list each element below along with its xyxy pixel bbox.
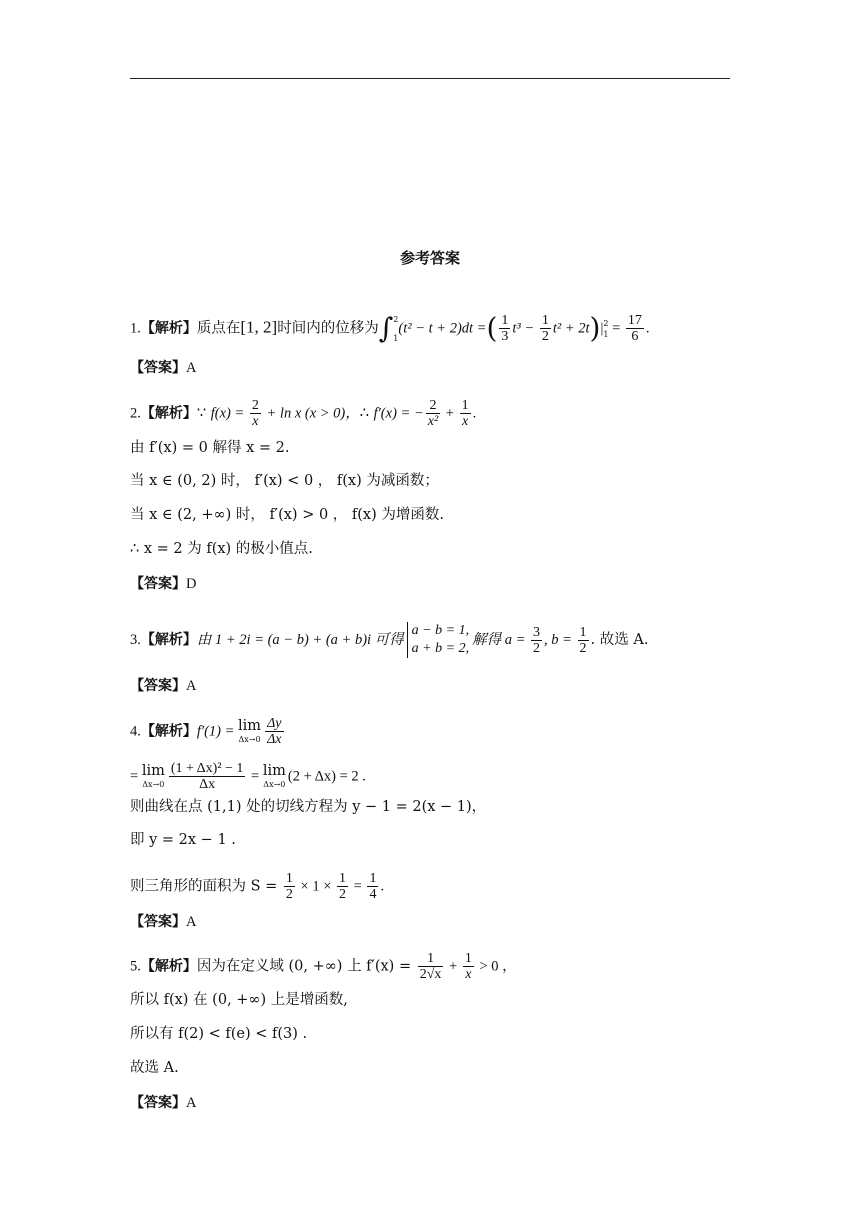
q1-antideriv: t³ −	[512, 320, 538, 337]
eval-lower: 1	[603, 329, 609, 339]
limit-operator	[142, 763, 165, 791]
period: .	[645, 320, 650, 337]
q5-line4: 故选 A.	[130, 1060, 179, 1076]
frac-num: 1	[541, 313, 549, 328]
lim-word: lim	[141, 762, 165, 779]
result-num: 17	[627, 313, 642, 328]
answer-value: A	[186, 1095, 197, 1111]
frac-num: 1	[285, 871, 293, 886]
frac-num: 1	[579, 624, 587, 640]
header-rule	[130, 78, 730, 79]
fp-def: f′(x) = −	[373, 405, 424, 422]
answer-value: A	[186, 678, 197, 694]
frac-num: 2	[251, 398, 259, 413]
lim-sub: Δx→0	[263, 779, 286, 789]
q3-text1: 由 1 + 2i = (a − b) + (a + b)i 可得	[196, 632, 404, 648]
frac-den: 2√x	[419, 967, 442, 982]
q4-number: 4.	[130, 723, 141, 740]
paren-open: (	[486, 311, 498, 345]
frac-quarter	[367, 871, 378, 902]
limit-operator	[238, 718, 261, 746]
q1-antideriv2: t² + 2t	[552, 320, 590, 337]
s-eq: =	[350, 878, 366, 895]
equation-system	[407, 622, 469, 658]
page-title: 参考答案	[399, 249, 460, 267]
q1-intro: 质点在	[196, 320, 241, 337]
plus: +	[445, 958, 461, 975]
q3-answer	[130, 676, 196, 696]
analysis-tag: 【解析】	[140, 632, 197, 648]
frac-den: x	[461, 414, 469, 429]
q3-text3: . 故选 A.	[590, 632, 649, 648]
frac-num: 1	[501, 313, 509, 328]
q5-line2: 所以 f(x) 在 (0, +∞) 上是增函数,	[130, 992, 348, 1008]
frac-num: 1	[369, 871, 377, 886]
frac-b	[578, 625, 589, 656]
eval-bar: |	[600, 320, 604, 337]
analysis-tag: 【解析】	[140, 723, 197, 740]
answer-value: D	[186, 576, 197, 592]
q5-line3: 所以有 f(2) < f(e) < f(3) .	[130, 1026, 308, 1042]
lim-word: lim	[238, 717, 262, 734]
l2-mid: =	[247, 768, 263, 785]
q1-number: 1.	[130, 320, 141, 337]
frac-1-3	[499, 313, 510, 344]
frac-den: x	[465, 967, 472, 982]
analysis-tag: 【解析】	[140, 320, 197, 337]
f-def: f(x) =	[210, 405, 248, 422]
lim-sub: Δx→0	[238, 734, 261, 744]
frac-1-x	[463, 951, 474, 982]
q1-interval: [1, 2]	[240, 317, 278, 337]
period: .	[380, 878, 385, 895]
q1-solution	[130, 313, 650, 344]
frac-num: 1	[464, 951, 472, 966]
answer-tag: 【答案】	[130, 1095, 186, 1111]
answer-value: A	[186, 360, 197, 376]
q2-answer	[130, 574, 196, 594]
frac-num: (1 + Δx)² − 1	[170, 761, 244, 776]
q2-line4: 当 x ∈ (2, +∞) 时， f′(x) > 0 ， f(x) 为增函数.	[130, 507, 444, 523]
result-den: 6	[631, 329, 639, 344]
answer-tag: 【答案】	[130, 914, 186, 930]
frac-den: 2	[285, 887, 293, 902]
frac-den: Δx	[267, 732, 282, 747]
s-mid: × 1 ×	[296, 878, 336, 895]
q5-solution	[130, 951, 517, 982]
q2-line2: 由 f′(x) = 0 解得 x = 2.	[130, 440, 290, 456]
q3-number: 3.	[130, 632, 141, 648]
analysis-tag: 【解析】	[140, 958, 197, 975]
answer-tag: 【答案】	[130, 678, 186, 694]
plus: +	[442, 405, 458, 422]
paren-close: )	[589, 311, 601, 345]
lim-sub: Δx→0	[142, 779, 165, 789]
frac-den: 2	[541, 329, 549, 344]
period: .	[472, 405, 477, 422]
q2-number: 2.	[130, 405, 141, 422]
q5-end1: > 0 ，	[475, 958, 517, 975]
frac-den: 2	[579, 640, 587, 656]
q4-line5	[130, 871, 384, 902]
therefore-symbol: ∴	[359, 405, 369, 422]
limit-operator	[263, 763, 286, 791]
frac-den: x	[252, 414, 259, 429]
q3-solution	[130, 622, 648, 658]
q4-line3: 则曲线在点 (1,1) 处的切线方程为 y − 1 = 2(x − 1)，	[130, 799, 487, 815]
frac-diff-quotient	[169, 761, 246, 792]
system-eq2: a + b = 2,	[411, 641, 470, 656]
frac-den: 3	[501, 329, 509, 344]
frac-num: 3	[533, 624, 540, 640]
result-fraction	[626, 313, 644, 344]
line5-pre: 则三角形的面积为 S =	[130, 878, 282, 895]
l2-pre: =	[130, 768, 142, 785]
q4-line2	[130, 761, 366, 792]
frac-den: Δx	[199, 777, 216, 792]
q5-answer	[130, 1093, 196, 1113]
frac-num: 2	[426, 398, 440, 414]
frac-den: 4	[369, 887, 377, 902]
q1-answer	[130, 358, 196, 378]
frac-den: 2	[339, 887, 347, 902]
frac-2-x2	[426, 398, 440, 429]
frac-den: x²	[427, 414, 439, 429]
analysis-tag: 【解析】	[140, 405, 197, 422]
frac-2-x	[250, 398, 261, 429]
l2-rest: (2 + Δx) = 2 .	[287, 768, 366, 785]
answer-value: A	[186, 914, 197, 930]
frac-num: 1	[418, 951, 444, 967]
frac-a	[531, 625, 542, 656]
q4-answer	[130, 912, 196, 932]
q1-integrand: (t² − t + 2)dt =	[398, 320, 487, 337]
lim-word: lim	[262, 762, 286, 779]
f-rest: + ln x (x > 0)，	[262, 405, 360, 422]
answer-tag: 【答案】	[130, 360, 186, 376]
system-eq1: a − b = 1,	[411, 623, 470, 638]
frac-1-x	[460, 398, 471, 429]
q5-number: 5.	[130, 958, 141, 975]
frac-half-1	[284, 871, 295, 902]
frac-1-2sqrtx	[418, 951, 444, 982]
frac-num: 1	[461, 398, 469, 413]
eval-upper: 2	[603, 318, 609, 328]
q2-solution	[130, 398, 476, 429]
frac-dy-dx	[265, 716, 283, 747]
frac-half-2	[337, 871, 348, 902]
frac-num: 1	[339, 871, 347, 886]
q1-middle: 时间内的位移为	[277, 320, 379, 337]
q5-text1: 因为在定义域 (0, +∞) 上 f′(x) =	[196, 958, 416, 975]
because-symbol: ∵	[196, 405, 207, 422]
integral-upper: 2	[393, 314, 399, 324]
q4-line4: 即 y = 2x − 1 .	[130, 832, 236, 848]
frac-1-2	[540, 313, 551, 344]
q2-line3: 当 x ∈ (0, 2) 时， f′(x) < 0 ， f(x) 为减函数；	[130, 473, 439, 489]
q4-solution	[130, 716, 286, 747]
answer-tag: 【答案】	[130, 576, 186, 592]
frac-num: Δy	[267, 716, 282, 731]
fp1: f′(1) =	[196, 723, 239, 740]
q3-text2: 解得 a =	[472, 632, 529, 648]
q2-line5: ∴ x = 2 为 f(x) 的极小值点.	[130, 541, 313, 557]
frac-den: 2	[533, 640, 540, 656]
integral-sign: ∫	[378, 311, 394, 345]
integral-lower: 1	[393, 333, 399, 343]
b-pre: , b =	[544, 632, 576, 648]
eq-sign: =	[608, 320, 624, 337]
